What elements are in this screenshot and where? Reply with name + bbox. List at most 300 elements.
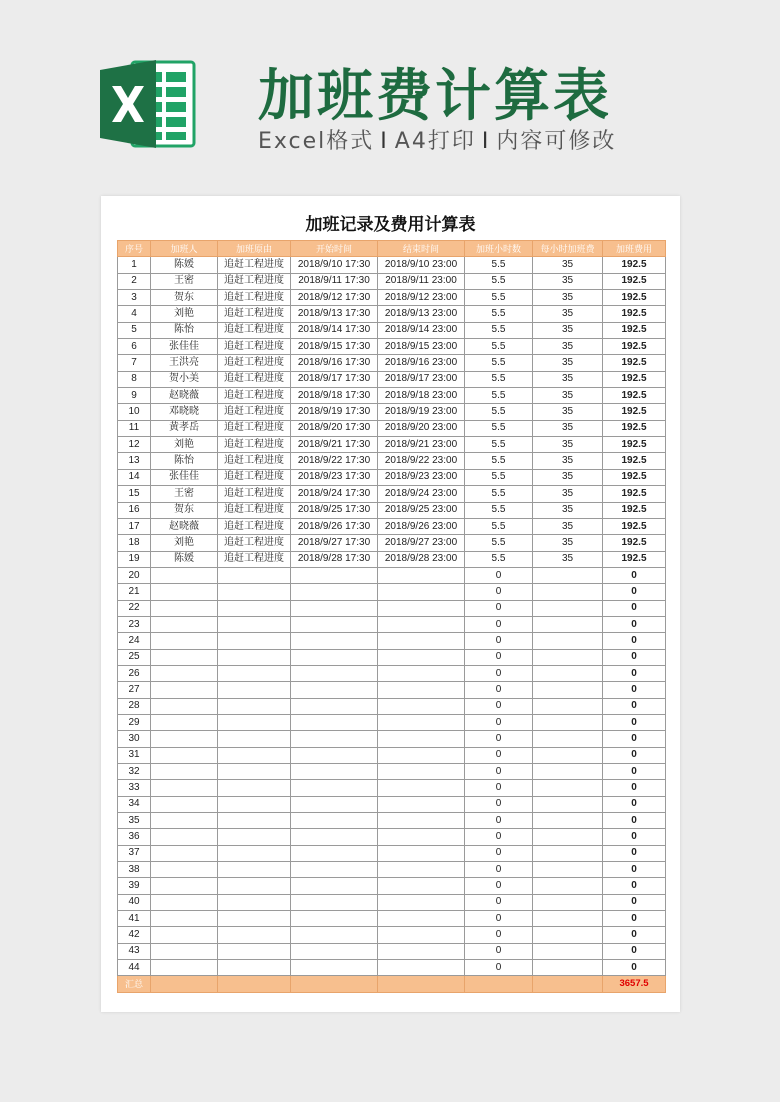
table-row <box>118 535 666 551</box>
table-cell: 陈媛 <box>151 257 218 273</box>
table-cell: 35 <box>118 813 151 829</box>
column-header: 开始时间 <box>291 241 378 257</box>
table-cell: 35 <box>533 339 603 355</box>
table-cell: 0 <box>603 796 666 812</box>
table-cell: 2018/9/19 17:30 <box>291 404 378 420</box>
table-cell: 192.5 <box>603 339 666 355</box>
table-cell <box>291 796 378 812</box>
table-cell: 追赶工程进度 <box>218 518 291 534</box>
table-cell: 192.5 <box>603 437 666 453</box>
table-cell <box>378 731 465 747</box>
table-cell: 192.5 <box>603 306 666 322</box>
table-cell: 43 <box>118 943 151 959</box>
table-cell <box>533 862 603 878</box>
table-cell: 0 <box>603 894 666 910</box>
table-cell: 0 <box>603 878 666 894</box>
table-cell: 0 <box>603 813 666 829</box>
table-cell: 2018/9/23 17:30 <box>291 469 378 485</box>
table-cell: 35 <box>533 355 603 371</box>
table-header-row <box>118 241 666 257</box>
table-cell: 35 <box>533 257 603 273</box>
table-cell: 0 <box>465 665 533 681</box>
table-cell: 5 <box>118 322 151 338</box>
table-cell: 24 <box>118 633 151 649</box>
table-cell <box>378 829 465 845</box>
table-cell: 追赶工程进度 <box>218 404 291 420</box>
table-cell: 2018/9/12 23:00 <box>378 290 465 306</box>
table-cell <box>151 943 218 959</box>
table-row <box>118 388 666 404</box>
table-cell: 35 <box>533 322 603 338</box>
table-cell: 陈怡 <box>151 453 218 469</box>
table-cell: 13 <box>118 453 151 469</box>
excel-logo-icon <box>98 58 198 150</box>
table-cell <box>291 747 378 763</box>
table-cell: 29 <box>118 714 151 730</box>
table-cell: 5.5 <box>465 388 533 404</box>
table-cell <box>151 845 218 861</box>
table-cell <box>151 633 218 649</box>
table-cell: 5.5 <box>465 453 533 469</box>
table-cell <box>533 764 603 780</box>
table-row <box>118 486 666 502</box>
table-cell: 7 <box>118 355 151 371</box>
table-row <box>118 567 666 583</box>
table-cell <box>151 813 218 829</box>
table-cell <box>218 714 291 730</box>
table-cell <box>151 927 218 943</box>
table-row <box>118 911 666 927</box>
table-cell: 0 <box>603 616 666 632</box>
table-cell: 35 <box>533 535 603 551</box>
column-header: 结束时间 <box>378 241 465 257</box>
table-cell: 追赶工程进度 <box>218 437 291 453</box>
table-cell <box>533 911 603 927</box>
table-cell: 追赶工程进度 <box>218 469 291 485</box>
table-cell: 追赶工程进度 <box>218 420 291 436</box>
table-cell: 邓晓晓 <box>151 404 218 420</box>
table-cell: 5.5 <box>465 257 533 273</box>
table-cell: 5.5 <box>465 437 533 453</box>
table-cell <box>218 829 291 845</box>
table-cell: 追赶工程进度 <box>218 290 291 306</box>
table-cell: 0 <box>465 796 533 812</box>
main-title: 加班费计算表 <box>258 64 612 129</box>
table-row <box>118 355 666 371</box>
table-cell: 2018/9/24 23:00 <box>378 486 465 502</box>
table-row <box>118 714 666 730</box>
table-cell: 2018/9/28 23:00 <box>378 551 465 567</box>
table-cell: 2018/9/14 23:00 <box>378 322 465 338</box>
table-row <box>118 845 666 861</box>
table-cell <box>218 616 291 632</box>
table-cell: 陈媛 <box>151 551 218 567</box>
table-cell: 2018/9/15 23:00 <box>378 339 465 355</box>
table-cell: 28 <box>118 698 151 714</box>
table-cell: 192.5 <box>603 469 666 485</box>
table-row <box>118 927 666 943</box>
table-cell: 37 <box>118 845 151 861</box>
table-cell: 192.5 <box>603 355 666 371</box>
table-cell: 192.5 <box>603 535 666 551</box>
table-cell: 0 <box>465 911 533 927</box>
table-cell: 23 <box>118 616 151 632</box>
table-cell: 0 <box>603 584 666 600</box>
table-cell: 0 <box>603 731 666 747</box>
table-cell <box>151 616 218 632</box>
table-cell: 张佳佳 <box>151 339 218 355</box>
table-cell <box>218 567 291 583</box>
table-row <box>118 551 666 567</box>
subtitle <box>258 124 616 155</box>
table-cell <box>378 960 465 976</box>
table-cell: 2018/9/12 17:30 <box>291 290 378 306</box>
table-row <box>118 404 666 420</box>
table-cell: 赵晓薇 <box>151 388 218 404</box>
table-cell <box>291 633 378 649</box>
table-cell: 5.5 <box>465 306 533 322</box>
table-cell: 192.5 <box>603 290 666 306</box>
table-row <box>118 518 666 534</box>
table-cell: 2018/9/16 23:00 <box>378 355 465 371</box>
table-cell: 2018/9/13 23:00 <box>378 306 465 322</box>
table-cell <box>378 665 465 681</box>
table-row <box>118 257 666 273</box>
table-cell: 5.5 <box>465 371 533 387</box>
table-cell: 2018/9/22 23:00 <box>378 453 465 469</box>
table-cell <box>291 780 378 796</box>
table-cell <box>291 665 378 681</box>
table-cell <box>291 845 378 861</box>
table-cell: 2018/9/28 17:30 <box>291 551 378 567</box>
table-cell: 追赶工程进度 <box>218 371 291 387</box>
table-cell <box>218 976 291 992</box>
table-row <box>118 633 666 649</box>
table-cell: 0 <box>603 862 666 878</box>
table-cell: 35 <box>533 518 603 534</box>
table-cell <box>151 698 218 714</box>
table-row <box>118 731 666 747</box>
summary-row <box>118 976 666 992</box>
table-cell: 35 <box>533 437 603 453</box>
table-cell <box>151 780 218 796</box>
table-cell: 2018/9/11 23:00 <box>378 273 465 289</box>
table-cell <box>151 764 218 780</box>
table-cell: 0 <box>465 584 533 600</box>
table-cell: 11 <box>118 420 151 436</box>
table-cell <box>533 747 603 763</box>
table-cell: 42 <box>118 927 151 943</box>
table-cell: 0 <box>603 567 666 583</box>
table-cell: 追赶工程进度 <box>218 322 291 338</box>
table-row <box>118 371 666 387</box>
table-cell <box>218 633 291 649</box>
table-cell: 10 <box>118 404 151 420</box>
table-cell: 2018/9/23 23:00 <box>378 469 465 485</box>
table-cell: 2018/9/10 23:00 <box>378 257 465 273</box>
table-cell <box>218 764 291 780</box>
table-cell: 44 <box>118 960 151 976</box>
table-cell: 31 <box>118 747 151 763</box>
table-cell <box>291 943 378 959</box>
table-cell <box>151 862 218 878</box>
table-cell: 5.5 <box>465 355 533 371</box>
table-row <box>118 878 666 894</box>
table-cell <box>151 649 218 665</box>
subtitle-separator: I <box>481 129 491 154</box>
table-cell <box>218 682 291 698</box>
table-cell: 追赶工程进度 <box>218 339 291 355</box>
table-cell: 14 <box>118 469 151 485</box>
table-cell: 25 <box>118 649 151 665</box>
table-cell: 26 <box>118 665 151 681</box>
table-cell: 5.5 <box>465 290 533 306</box>
table-cell: 33 <box>118 780 151 796</box>
table-cell <box>218 862 291 878</box>
table-row <box>118 502 666 518</box>
table-cell <box>378 878 465 894</box>
table-cell: 2018/9/11 17:30 <box>291 273 378 289</box>
table-cell <box>533 976 603 992</box>
table-cell: 35 <box>533 306 603 322</box>
table-cell: 0 <box>465 682 533 698</box>
table-cell: 35 <box>533 551 603 567</box>
table-cell <box>378 796 465 812</box>
table-cell: 5.5 <box>465 339 533 355</box>
table-cell: 2018/9/26 23:00 <box>378 518 465 534</box>
table-cell: 0 <box>465 567 533 583</box>
table-cell: 追赶工程进度 <box>218 273 291 289</box>
table-cell <box>151 829 218 845</box>
subtitle-editable: 内容可修改 <box>496 129 617 154</box>
table-cell: 192.5 <box>603 551 666 567</box>
table-cell: 黄孝岳 <box>151 420 218 436</box>
table-cell <box>218 911 291 927</box>
table-cell: 2018/9/25 17:30 <box>291 502 378 518</box>
table-cell: 2018/9/20 17:30 <box>291 420 378 436</box>
table-row <box>118 698 666 714</box>
table-cell: 35 <box>533 469 603 485</box>
table-cell: 0 <box>603 633 666 649</box>
table-cell: 35 <box>533 388 603 404</box>
table-cell: 27 <box>118 682 151 698</box>
table-cell: 35 <box>533 486 603 502</box>
table-cell <box>218 780 291 796</box>
table-cell: 追赶工程进度 <box>218 453 291 469</box>
table-cell <box>378 927 465 943</box>
table-cell: 0 <box>465 649 533 665</box>
table-cell <box>218 845 291 861</box>
table-row <box>118 584 666 600</box>
table-cell: 王洪亮 <box>151 355 218 371</box>
table-cell <box>151 600 218 616</box>
table-cell: 0 <box>465 747 533 763</box>
table-cell <box>533 894 603 910</box>
table-cell <box>533 600 603 616</box>
table-cell <box>291 584 378 600</box>
table-cell: 0 <box>465 714 533 730</box>
table-cell: 192.5 <box>603 518 666 534</box>
table-cell <box>533 584 603 600</box>
table-cell: 192.5 <box>603 502 666 518</box>
table-cell <box>378 698 465 714</box>
table-cell <box>151 960 218 976</box>
sheet-title: 加班记录及费用计算表 <box>305 215 476 235</box>
table-cell: 0 <box>465 698 533 714</box>
table-cell <box>291 927 378 943</box>
table-cell <box>291 764 378 780</box>
table-cell: 2018/9/18 17:30 <box>291 388 378 404</box>
table-cell <box>378 616 465 632</box>
table-cell <box>378 567 465 583</box>
table-row <box>118 420 666 436</box>
table-cell <box>151 714 218 730</box>
table-cell: 贺小美 <box>151 371 218 387</box>
table-cell: 22 <box>118 600 151 616</box>
table-cell <box>291 714 378 730</box>
table-row <box>118 437 666 453</box>
table-cell: 0 <box>465 829 533 845</box>
table-cell: 2018/9/27 17:30 <box>291 535 378 551</box>
table-cell <box>218 649 291 665</box>
table-cell: 2 <box>118 273 151 289</box>
table-row <box>118 813 666 829</box>
table-cell <box>378 682 465 698</box>
table-cell <box>218 747 291 763</box>
table-cell: 2018/9/14 17:30 <box>291 322 378 338</box>
table-cell: 0 <box>603 911 666 927</box>
table-cell <box>291 682 378 698</box>
table-cell: 2018/9/15 17:30 <box>291 339 378 355</box>
table-cell: 21 <box>118 584 151 600</box>
table-row <box>118 943 666 959</box>
table-cell <box>291 649 378 665</box>
table-cell <box>533 813 603 829</box>
table-cell: 2018/9/24 17:30 <box>291 486 378 502</box>
table-cell: 0 <box>603 665 666 681</box>
table-row <box>118 829 666 845</box>
table-cell: 16 <box>118 502 151 518</box>
table-cell <box>218 731 291 747</box>
table-cell <box>533 943 603 959</box>
column-header: 每小时加班费 <box>533 241 603 257</box>
table-cell <box>533 616 603 632</box>
table-cell: 5.5 <box>465 518 533 534</box>
table-cell: 0 <box>603 927 666 943</box>
table-cell: 17 <box>118 518 151 534</box>
table-cell <box>218 894 291 910</box>
table-cell: 2018/9/17 23:00 <box>378 371 465 387</box>
table-cell: 2018/9/18 23:00 <box>378 388 465 404</box>
table-cell <box>533 682 603 698</box>
table-cell <box>533 829 603 845</box>
table-cell: 0 <box>465 764 533 780</box>
table-cell <box>533 796 603 812</box>
table-cell: 0 <box>465 927 533 943</box>
table-cell <box>533 927 603 943</box>
table-cell: 15 <box>118 486 151 502</box>
table-cell <box>378 584 465 600</box>
table-cell: 39 <box>118 878 151 894</box>
table-cell: 2018/9/19 23:00 <box>378 404 465 420</box>
table-cell <box>533 714 603 730</box>
table-cell <box>378 649 465 665</box>
table-cell: 5.5 <box>465 273 533 289</box>
column-header: 序号 <box>118 241 151 257</box>
table-cell: 0 <box>465 845 533 861</box>
table-row <box>118 469 666 485</box>
table-cell: 0 <box>603 829 666 845</box>
table-cell: 追赶工程进度 <box>218 502 291 518</box>
table-cell: 追赶工程进度 <box>218 306 291 322</box>
table-cell: 0 <box>603 960 666 976</box>
table-cell: 40 <box>118 894 151 910</box>
table-cell <box>291 567 378 583</box>
table-row <box>118 665 666 681</box>
table-cell: 34 <box>118 796 151 812</box>
table-cell <box>378 764 465 780</box>
table-cell: 0 <box>603 943 666 959</box>
table-row <box>118 322 666 338</box>
table-cell <box>218 927 291 943</box>
table-cell: 追赶工程进度 <box>218 535 291 551</box>
table-cell: 38 <box>118 862 151 878</box>
table-cell: 追赶工程进度 <box>218 388 291 404</box>
table-cell <box>291 698 378 714</box>
table-cell: 0 <box>603 845 666 861</box>
table-cell <box>291 894 378 910</box>
table-cell <box>533 845 603 861</box>
table-cell: 0 <box>603 649 666 665</box>
table-cell: 陈怡 <box>151 322 218 338</box>
table-cell <box>378 911 465 927</box>
subtitle-print: A4打印 <box>394 129 476 154</box>
table-cell: 0 <box>465 878 533 894</box>
table-cell <box>291 829 378 845</box>
table-cell <box>378 633 465 649</box>
table-cell <box>151 878 218 894</box>
table-cell <box>378 747 465 763</box>
table-cell: 王密 <box>151 273 218 289</box>
table-cell <box>291 976 378 992</box>
table-cell: 6 <box>118 339 151 355</box>
table-cell <box>218 878 291 894</box>
column-header: 加班人 <box>151 241 218 257</box>
table-cell <box>378 813 465 829</box>
table-row <box>118 780 666 796</box>
table-cell <box>378 976 465 992</box>
table-cell: 2018/9/25 23:00 <box>378 502 465 518</box>
table-row <box>118 339 666 355</box>
table-row <box>118 862 666 878</box>
table-cell: 192.5 <box>603 404 666 420</box>
table-cell: 192.5 <box>603 273 666 289</box>
table-cell <box>291 600 378 616</box>
table-cell: 0 <box>465 894 533 910</box>
table-cell: 2018/9/21 17:30 <box>291 437 378 453</box>
overtime-table <box>117 240 666 993</box>
table-cell: 192.5 <box>603 322 666 338</box>
table-cell <box>291 862 378 878</box>
table-cell <box>218 698 291 714</box>
table-cell <box>378 894 465 910</box>
table-cell: 35 <box>533 502 603 518</box>
table-cell <box>533 960 603 976</box>
table-cell: 4 <box>118 306 151 322</box>
column-header: 加班原由 <box>218 241 291 257</box>
table-cell: 32 <box>118 764 151 780</box>
table-cell: 192.5 <box>603 388 666 404</box>
